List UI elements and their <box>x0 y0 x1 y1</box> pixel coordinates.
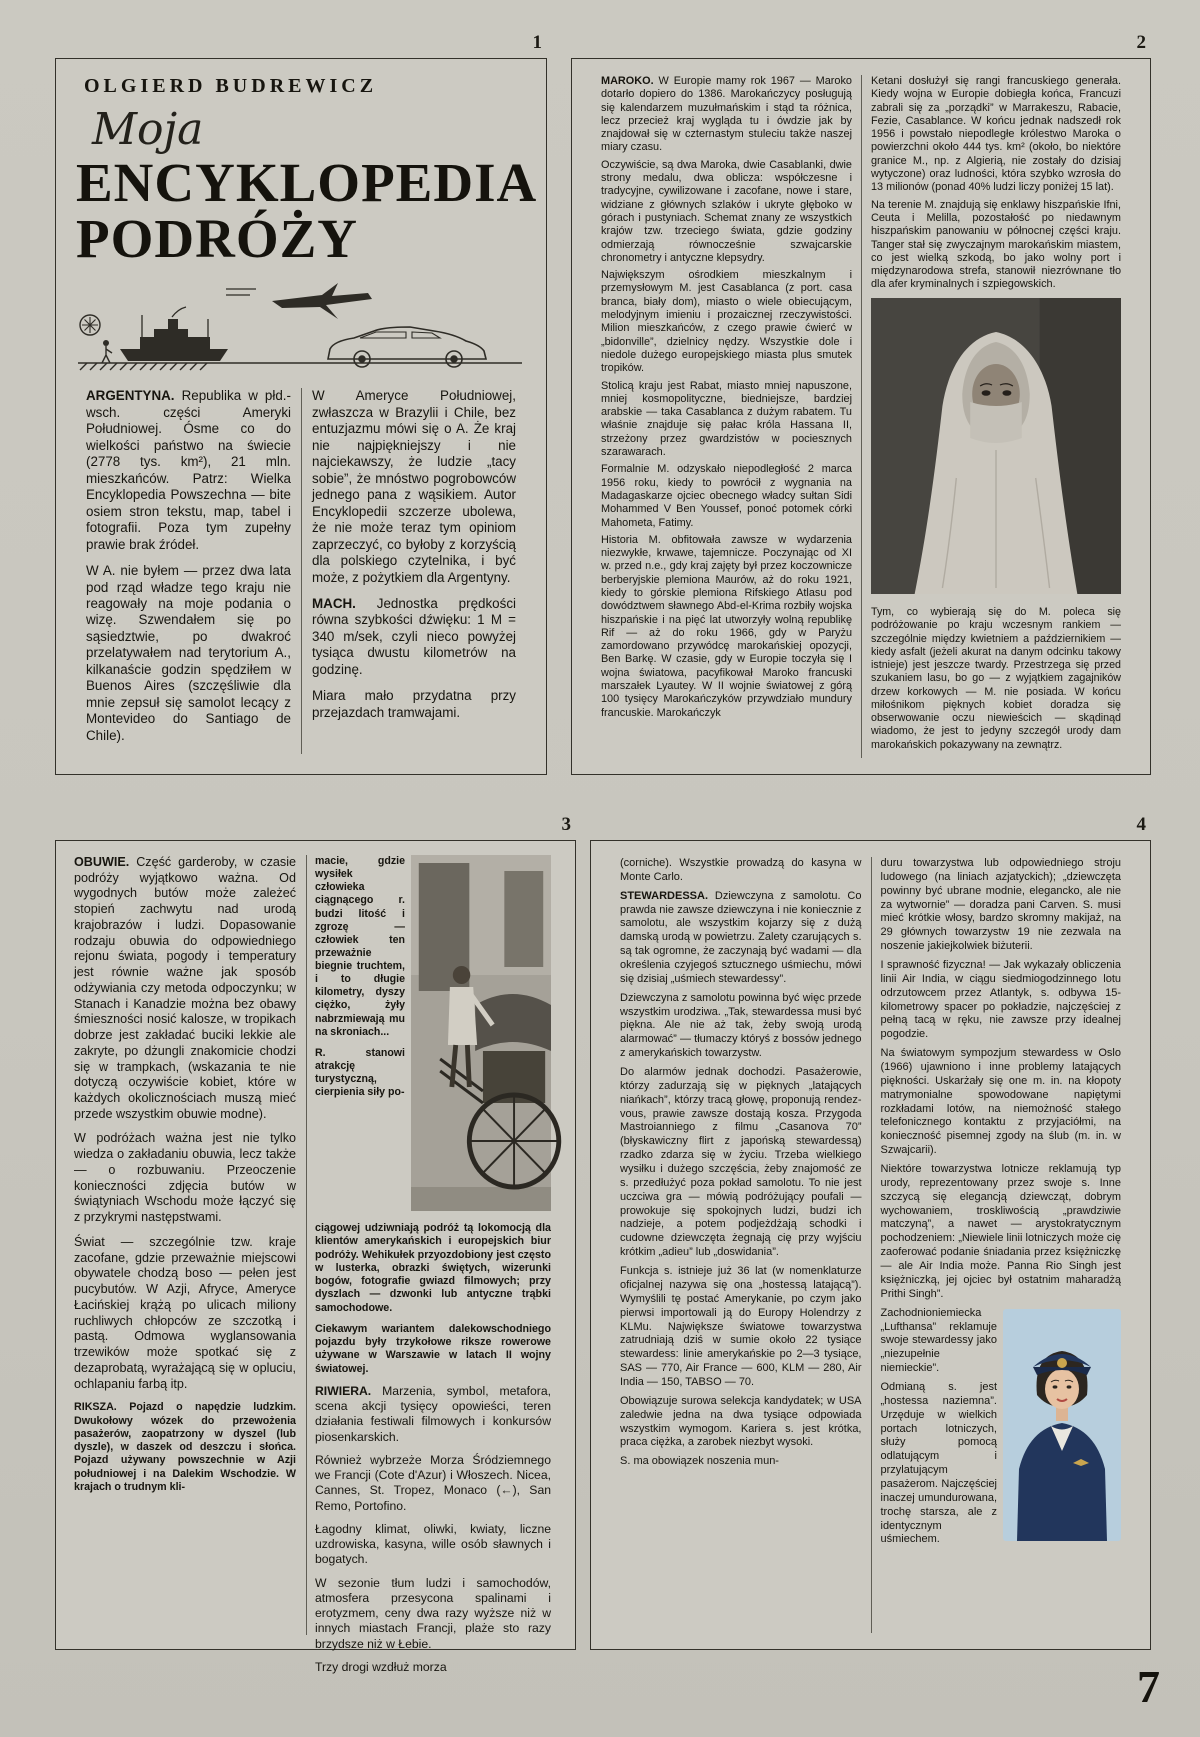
headword-riwiera: RIWIERA. <box>315 1383 372 1398</box>
headword-obuwie: OBUWIE. <box>74 855 130 869</box>
compass-icon <box>80 315 100 335</box>
panel-maroko <box>571 32 1151 775</box>
car-icon <box>328 327 486 367</box>
headword-stewardessa: STEWARDESSA. <box>620 889 709 902</box>
jet-plane-icon <box>226 283 372 319</box>
paragraph: Trzy drogi wzdłuż morza <box>315 1659 447 1674</box>
panel2-columns <box>592 75 1130 758</box>
paragraph: Zachodnioniemiecka „Lufthansa” reklamuje swoje stewardessy jako „niezupełnie niemieckie”. <box>880 1306 997 1375</box>
panel1-columns <box>76 388 526 754</box>
rickshaw-photo <box>411 855 551 1216</box>
paragraph: Oczywiście, są dwa Maroka, dwie Casablanki, dwie strony medalu, dwa oblicza: współczesne i tradycyjne, cywilizowane i zacofane, nowe i stare, widziane z głównych szlaków i ukryte głęboko w górach i pustyniach. Schemat znany ze wszystkich krajów tzw. trzeciego świata, gdzie godziny odmierzają równocześnie szwajcarskie chronometry i antyczne klepsydry. <box>601 158 852 264</box>
ship-icon <box>120 307 228 361</box>
travel-illustration-svg <box>76 275 524 373</box>
paragraph: Również wybrzeże Morza Śródziemnego we Francji (Cote d'Azur) i Włoszech. Nicea, Cannes, St. Tropez, Monaco (←), San Remo, Portofino. <box>315 1452 551 1513</box>
paragraph: Odmianą s. jest „hostessa naziemna”. Urzęduje w wielkich portach lotniczych, służy pomocą odlatującym i przylatującym pasażerom. Najczęściej inaczej umundurowana, trochę starsza, ale z identycznym uśmiechem. <box>880 1380 997 1546</box>
headword-maroko: MAROKO. <box>601 75 654 87</box>
paragraph: S. ma obowiązek noszenia mun- <box>620 1455 779 1468</box>
paragraph: ciągowej udziwniają podróż tą lokomocją dla klientów amerykańskich i europejskich biur podróży. Wehikułek przyozdobiony jest często w lusterka, obrazki świętych, wizerunki bogów, fotografie gwiazd filmowych; przy dyszlach — dzwonki lub antyczne trąbki samochodowe. <box>315 1222 551 1314</box>
veiled-woman-photo-svg <box>871 298 1121 594</box>
panel-number-1: 1 <box>532 32 542 53</box>
paragraph: Formalnie M. odzyskało niepodległość 2 marca 1956 roku, kiedy to powrócił z wygnania na Madagaskarze ojciec obecnego władcy sułtan Sidi Mohammed V Ben Youssef, ponoć potomek córki Mahometa, Fatimy. <box>601 463 852 529</box>
paragraph: Ciekawym wariantem dalekowschodniego pojazdu były trzykołowe riksze rowerowe używane w Warszawie w latach II wojny światowej. <box>315 1322 551 1375</box>
panel-number-2: 2 <box>1136 32 1146 53</box>
panel1-column-2 <box>301 388 526 754</box>
rickshaw-photo-svg <box>411 855 551 1211</box>
panel3-narrow-column <box>315 855 405 1216</box>
paragraph: Niektóre towarzystwa lotnicze reklamują typ urody, reprezentowany przez swoje s. Inne szczycą się elegancją dziewcząt, dobrym wychowaniem, troskliwością „prawdziwie matczyną”, a nawet — arystokratycznym pochodzeniem: „Niewiele linii lotniczych może cię zaoferować podanie śniadania przez księżniczkę — ale Air India może. Panna Rio Singh jest księżniczką, jej ojciec był ostatnim maharadżą Prithi Singh”. <box>880 1163 1121 1300</box>
panel-title-argentyna <box>55 32 547 775</box>
paragraph: Stolicą kraju jest Rabat, miasto mniej napuszone, mniej kosmopolityczne, biedniejsze, bardziej arabskie — taka Casablanca z dużym rabatem. Tu właśnie znajduje się pałac króla Hassana II, strzeżony przez gwardzistów w pociesznych szarawarach. <box>601 379 852 459</box>
headword-argentyna: ARGENTYNA. <box>86 388 175 404</box>
entry-riksza: RIKSZA. Pojazd o napędzie ludzkim. Dwukołowy wózek do przewożenia pasażerów, zaopatrzony w dyszel (lub dyszle), w daszek od deszczu i słońca. Pojazd używany powszechnie w Azji południowej i na Dalekim Wschodzie. W krajach o trudnym kli- <box>74 1401 296 1493</box>
veiled-woman-photo <box>871 298 1121 598</box>
panel3-column-2 <box>307 855 551 1674</box>
entry-mach: MACH. Jednostka prędkości równa szybkości dźwięku: 1 M = 340 m/sek, czyli nieco powyżej tysiąca dwustu kilometrów na godzinę. <box>312 596 516 677</box>
stewardess-illustration <box>1003 1309 1121 1546</box>
page-title-line1: ENCYKLOPEDIA <box>76 152 538 213</box>
paragraph: Łagodny klimat, oliwki, kwiaty, liczne uzdrowiska, kasyna, wille osób sławnych i bogatych. <box>315 1521 551 1567</box>
headword-mach: MACH. <box>312 596 356 611</box>
paragraph: W sezonie tłum ludzi i samochodów, atmosfera przesycona spalinami i erotyzmem, ceny dwa razy wyższe niż w innych miastach Francji, plaże sto razy brzydsze niż w Łebie. <box>315 1575 551 1651</box>
paragraph: Miara mało przydatna przy przejazdach tramwajami. <box>312 688 516 720</box>
panel2-column-2 <box>861 75 1130 758</box>
paragraph: Historia M. obfitowała zawsze w wydarzenia niezwykłe, krwawe, tajemnicze. Poczynając od XI w. przed n.e., gdy kraj zajęty był przez koczownicze berberyjskie plemiona Maurów, aż do roku 1921, kiedy to górskie plemiona Rifskiego Atlasu pod dowództwem sławnego Abd-el-Krima rozbiły wojska hiszpańskie i na pięć lat utworzyły wolną republikę Rif — aż do roku 1966, gdy w Paryżu zamordowano przywódcę marokańskiej opozycji, Ben Barkę. W czasie, gdy w Europie toczyła się I wojna światowa, pacyfikował Maroko francuski marszałek Lyautey. W II wojnie światowej z górą 100 tysięcy Marokańczyków przywdziało mundury francuskie. Marokańczyk <box>601 533 852 719</box>
page-title-line2: PODRÓŻY <box>76 208 358 270</box>
entry-argentyna: ARGENTYNA. Republika w płd.-wsch. części Ameryki Południowej. Ósme co do wielkości państwo na świecie (2778 tys. km²), 21 mln. mieszkańców. Patrz: Wielka Encyklopedia Powszechna — bite osiem stron tekstu, map, tabel i fotografii. Poza tym zupełny prawie brak źródeł. <box>86 388 291 552</box>
paragraph: Największym ośrodkiem mieszkalnym i przemysłowym M. jest Casablanca (z port. casa branca, biały dom), miasto o wiele obiecującym, melodyjnym imieniu i prozaicznej rzeczywistości. Milion mieszkańców, z czego prawie ćwierć w „bidonville”, dzielnicy nędzy. Wszystkie dole i niedole dużego europejskiego miasta plus smutek tropików. <box>601 269 852 375</box>
paragraph: W podróżach ważna jest nie tylko wiedza o zakładaniu obuwia, lecz także — o rozbuwaniu. Przeoczenie konieczności zdjęcia butów w świątyniach Wschodu może łączyć się z przykrymi następstwami. <box>74 1131 296 1225</box>
paragraph: W Ameryce Południowej, zwłaszcza w Brazylii i Chile, bez entuzjazmu mówi się o A. Że kraj nie najpiękniejszy i nie najciekawszy, że ludzie „tacy sobie”, że mnóstwo pogrobowców jednego pana z wąsikiem. Autor Encyklopedii szczerze ubolewa, że nie może teraz tym opiniom zaprzeczyć, co byłoby z korzyścią dla polskiego czytelnika, i być może, z pożytkiem dla Argentyny. <box>312 388 516 585</box>
series-script-title: Moja <box>92 104 204 155</box>
panel4-column-2 <box>871 857 1131 1633</box>
panel1-column-1 <box>76 388 301 754</box>
headword-riksza: RIKSZA. <box>74 1401 117 1414</box>
author-name: OLGIERD BUDREWICZ <box>84 75 378 97</box>
panel-stewardessa <box>590 814 1151 1650</box>
panel-number-3: 3 <box>561 814 571 835</box>
paragraph: duru towarzystwa lub odpowiedniego stroju ludowego (na liniach azjatyckich); „dziewczęta powinny być ubrane modnie, elegancko, ale nie za wytwornie” — doradza pani Carven. S. musi mieć krótkie włosy, bardzo skromny makijaż, na 29 głównych towarzystw 19 nie zezwala na noszenie jakiejkolwiek biżuterii. <box>880 857 1121 953</box>
paragraph: (corniche). Wszystkie prowadzą do kasyna w Monte Carlo. <box>620 857 862 883</box>
paragraph: Na światowym sympozjum stewardess w Oslo (1966) ujawniono i inne problemy latających piękności. Uskarżały się one m. in. na kłopoty matrymonialne spowodowane napiętymi rozkładami lotów, na niemożność stałego telefonicznego kontaktu z przyjaciółmi, na konieczność pisemnej zgody na ślub (m. in. w Szwajcarii). <box>880 1047 1121 1157</box>
paragraph: Do alarmów jednak dochodzi. Pasażerowie, którzy zadurzają się w pięknych „latających niańkach”, którzy tracą głowę, proponują rendez-vous, prawie zawsze dostają kosza. Przygoda Mastroianniego z filmu „Casanova 70” (błyskawiczny flirt z japońską stewardessą) rzadko zdarza się w życiu. Trzeba wielkiego wysiłku i dużego szczęścia, żeby znajomość ze s. przedłużyć poza pokład samolotu. To nie jest uczciwa gra — mówią podróżujący poufali — prowokuje się spokojnych ludzi, budzi ich nadzieje, a potem podjeżdżają schodki i cudowne dziewczęta żegnają cię przy wyjściu krótkim „adieu” lub „doswidania”. <box>620 1066 862 1259</box>
walking-person-icon <box>102 340 112 363</box>
paragraph: macie, gdzie wysiłek człowieka ciągnącego r. budzi litość i zgrozę — człowiek ten przeważnie biegnie truchtem, i to długie kilometry, dyszy ciężko, żyły nabrzmiewają mu na skroniach... <box>315 855 405 1038</box>
photo-caption: Tym, co wybierają się do M. poleca się podróżowanie po kraju wczesnym rankiem — szczególnie między kwietniem a październikiem — kiedy asfalt (jeżeli akurat na danym odcinku takowy istnieje) jest jeszcze twardy. Przestrzega się przed szukaniem lasu, bo go — z wyjątkiem zagajników drzew korkowych — M. nie posiada. W końcu miłośnikom pięknych kobiet doradza się obserwowanie oczu niewieścich — skądinąd wiadomo, że jest to jedyny szczegół urody dam marokańskich pokazywany na zewnątrz. <box>871 606 1121 751</box>
paragraph: I sprawność fizyczna! — Jak wykazały obliczenia linii Air India, w ciągu siedmiogodzinnego lotu odrzutowcem przez Atlantyk, s. odbywa 15-kilometrowy spacer po pokładzie, najczęściej z pełną tacą w ręku, nie zawsze przy idealnej pogodzie. <box>880 959 1121 1041</box>
paragraph: Dziewczyna z samolotu powinna być więc przede wszystkim urodziwa. „Tak, stewardessa musi być piękna. Ale nie aż tak, żeby swoją urodą alarmować” — tłumaczy któryś z bossów jednego z amerykańskich towarzystw. <box>620 991 862 1060</box>
travel-illustration <box>76 275 526 378</box>
panel3-column-1 <box>70 855 307 1635</box>
panel4-column-1 <box>611 857 871 1633</box>
panel3-below-photo <box>315 1222 551 1675</box>
entry-riwiera: RIWIERA. Marzenia, symbol, metafora, scena akcji tysięcy opowieści, teren działania festiwali filmowych i konkursów piosenkarskich. <box>315 1383 551 1444</box>
panel4-columns <box>611 857 1130 1633</box>
entry-obuwie: OBUWIE. Część garderoby, w czasie podróży wyjątkowo ważna. Od wygodnych butów może zależeć stopień zachwytu nad urodą krajobrazów i ludzi. Dopasowanie rodzaju obuwia do odpowiedniego rejonu świata, pogody i temperatury jest równie ważne jak sposób odżywiania czy metoda odpoczynku; w Stanach i Kanadzie można bez obawy śmieszności nosić kalosze, w tropikach dobrze jest zakładać buciki lekkie ale zakryte, po dżungli znakomicie chodzi się w trampkach, (wskazania te nie dotyczą oczywiście kobiet, które w każdych okolicznościach muszą mieć przede wszystkim obuwie modne). <box>74 855 296 1121</box>
panel2-column-1 <box>592 75 861 758</box>
page-folio-number: 7 <box>1137 1661 1160 1712</box>
panel-obuwie-riksza-riwiera <box>55 814 576 1674</box>
entry-stewardessa: STEWARDESSA. Dziewczyna z samolotu. Co prawda nie zawsze dziewczyna i nie koniecznie z samolotu, ale wszystkim kojarzy się z dużą damską urodą w powietrzu. Zalety czarujących s. są tak ogromne, że zaczynają być wadami — dla określenia czyjegoś sztucznego uśmiechu, mówi się dzisiaj „uśmiech stewardessy”. <box>620 889 862 985</box>
panel-number-4: 4 <box>1136 814 1146 835</box>
stewardess-illustration-svg <box>1003 1309 1121 1541</box>
paragraph: Na terenie M. znajdują się enklawy hiszpańskie Ifni, Ceuta i Melilla, pozostałość po niedawnym hiszpańskim panowaniu w północnej części kraju. Tanger stał się zwyczajnym marokańskim miastem, co jest wielką szkodą, bo jako wolny port i międzynarodowa strefa, stanowił niezrównane tło dla afer kryminalnych i szpiegowskich. <box>871 198 1121 291</box>
paragraph: W A. nie byłem — przez dwa lata pod rząd władze tego kraju nie reagowały na moje podania o wizę. Szwendałem się po sąsiedztwie, po dwakroć przelatywałem nad terytorium A., kilkanaście godzin spędziłem w Buenos Aires (szczęśliwie dla mnie zepsuł się samolot lecący z Montevideo do Santiago de Chile). <box>86 563 291 743</box>
paragraph: Obowiązuje surowa selekcja kandydatek; w USA zaledwie jedna na dwa tysiące odpowiada wszystkim wymogom. Kariera s. jest krótka, praca ciężka, a zarobek niezbyt wysoki. <box>620 1394 862 1449</box>
paragraph: Świat — szczególnie tzw. kraje zacofane, gdzie przeważnie miejscowi obywatele chodzą boso — pełen jest pucybutów. W Azji, Afryce, Ameryce Łacińskiej krążą po ulicach miliony ruchliwych chłopców ze szczotką i pastą. Odmowa wyglansowania trzewików może spotkać się z dezaprobatą, wyrażającą się w opluciu, ochlapaniu farbą itp. <box>74 1234 296 1391</box>
paragraph: Funkcja s. istnieje już 36 lat (w nomenklaturze oficjalnej nazywa się ona „hostessą latającą”). Wymyślili tę postać Amerykanie, po czym jako pierwsi importowali ją do Europy Holendrzy z KLMu. Największe światowe towarzystwa zatrudniają dziś w sumie około 22 tysiące stewardess: linie amerykańskie po 2—3 tysiące, SAS — 770, Air France — 600, KLM — 280, Air India — 150, TABSO — 70. <box>620 1265 862 1388</box>
paragraph: R. stanowi atrakcję turystyczną, cierpienia siły po- <box>315 1046 405 1099</box>
paragraph: Ketani dosłużył się rangi francuskiego generała. Kiedy wojna w Europie dobiegła końca, Francuzi zabrali się za „porządki” w Marrakeszu, Rabacie, Fezie, Casablance. W końcu jednak nadszedł rok 1956 i powstało niepodległe królestwo Maroka o powierzchni około 444 tys. km² (około, bo niektóre granice M., np. z Algierią, nie zostały do dzisiaj wytyczone) oraz ludności, która szybko wzrosła do 13 milionów (ponad 40% ludzi liczy poniżej 15 lat). <box>871 75 1121 194</box>
entry-maroko: MAROKO. W Europie mamy rok 1967 — Maroko dotarło dopiero do 1386. Marokańczycy posługują się kalendarzem muzułmańskim i stąd ta różnica, lecz przecież kraj wygląda tu i ówdzie jak by znajdował się w czternastym stuleciu także naszej miary czasu. <box>601 75 852 154</box>
